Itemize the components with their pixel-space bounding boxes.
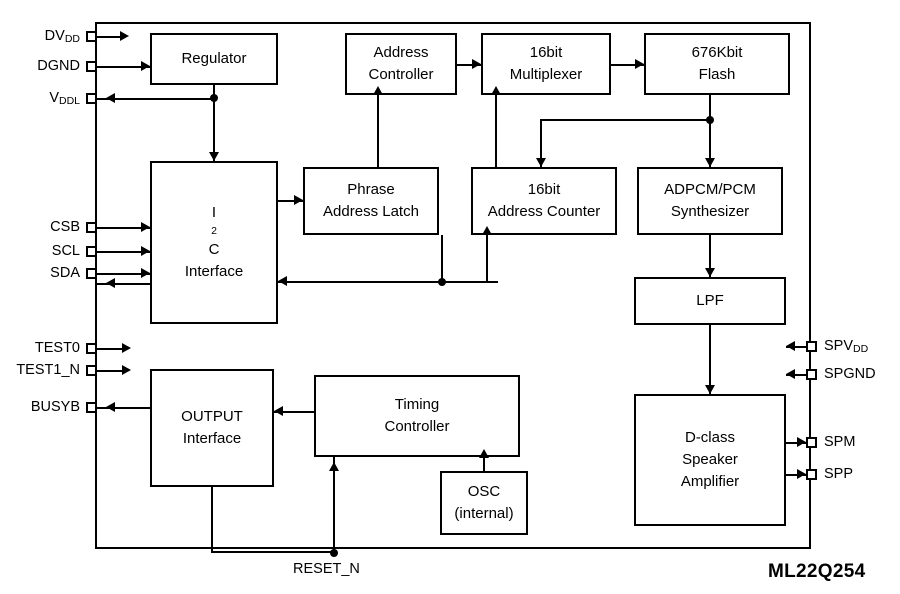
arrow-sda-return xyxy=(106,278,115,288)
block-osc-line1: OSC xyxy=(467,483,501,501)
block-address-counter-line2: Address Counter xyxy=(487,203,601,220)
pin-dvdd[interactable] xyxy=(86,31,97,42)
block-address-controller-line1: Address xyxy=(373,44,429,62)
pin-label-spm: SPM xyxy=(824,434,856,450)
arrow-synth-to-lpf xyxy=(705,268,715,277)
pin-vddl[interactable] xyxy=(86,93,97,104)
arrow-scl xyxy=(141,246,150,256)
pin-label-csb: CSB xyxy=(50,219,80,235)
pin-spp[interactable] xyxy=(806,469,817,480)
pin-spm[interactable] xyxy=(806,437,817,448)
block-phrase-latch-line1: Phrase xyxy=(347,181,395,199)
block-synthesizer-line1: ADPCM/PCM xyxy=(664,181,756,199)
block-timing-controller xyxy=(314,375,520,457)
arrow-addrctrl-to-mux xyxy=(472,59,481,69)
pin-test1n[interactable] xyxy=(86,365,97,376)
arrow-spm xyxy=(797,437,806,447)
pin-csb[interactable] xyxy=(86,222,97,233)
pin-busyb[interactable] xyxy=(86,402,97,413)
wire-bottom-bus xyxy=(211,551,335,553)
block-speaker-amplifier xyxy=(634,394,786,526)
pin-spvdd[interactable] xyxy=(806,341,817,352)
block-address-counter xyxy=(471,167,617,235)
arrow-bus-to-i2c xyxy=(278,276,287,286)
arrow-busyb xyxy=(106,402,115,412)
block-address-controller-line2: Controller xyxy=(368,66,434,83)
pin-sda[interactable] xyxy=(86,268,97,279)
arrow-regulator-to-i2c xyxy=(209,152,219,161)
arrow-lpf-to-amp xyxy=(705,385,715,394)
block-synthesizer xyxy=(637,167,783,235)
block-lpf xyxy=(634,277,786,325)
arrow-flash-feedback xyxy=(536,158,546,167)
block-amplifier-line3: Amplifier xyxy=(680,472,740,490)
pin-label-test1n: TEST1_N xyxy=(16,362,80,378)
arrow-mux-to-flash xyxy=(635,59,644,69)
arrow-flash-to-synth xyxy=(705,158,715,167)
wire-osc-to-timing xyxy=(483,457,485,471)
block-multiplexer-line2: Multiplexer xyxy=(509,66,583,83)
block-multiplexer-line1: 16bit xyxy=(529,44,563,62)
pin-dgnd[interactable] xyxy=(86,61,97,72)
block-osc xyxy=(440,471,528,535)
pin-label-dgnd: DGND xyxy=(37,58,80,74)
block-lpf-label: LPF xyxy=(696,292,724,310)
arrow-test0 xyxy=(122,343,131,353)
wire-bus-up-latch xyxy=(441,235,443,282)
arrow-dvdd xyxy=(120,31,129,41)
pin-label-dvdd: DVDD xyxy=(44,28,80,45)
arrow-counter-to-mux xyxy=(491,86,501,95)
arrow-timing-to-output xyxy=(274,406,283,416)
junction-vddl xyxy=(210,94,218,102)
block-amplifier-line1: D-class xyxy=(684,429,735,447)
block-timing-line1: Timing xyxy=(394,396,440,414)
block-amplifier-line2: Speaker xyxy=(682,451,738,469)
wire-reset-vert xyxy=(333,457,335,552)
pin-spgnd[interactable] xyxy=(806,369,817,380)
pin-scl[interactable] xyxy=(86,246,97,257)
wire-counter-to-mux xyxy=(495,95,497,167)
block-i2c-superscript: 2 xyxy=(211,225,217,238)
arrow-latch-to-addrctrl xyxy=(373,86,383,95)
block-output-interface xyxy=(150,369,274,487)
block-i2c-interface xyxy=(150,161,278,324)
arrow-vddl xyxy=(106,93,115,103)
block-osc-line2: (internal) xyxy=(454,505,514,522)
wire-flash-to-synth xyxy=(709,95,711,167)
arrow-reset xyxy=(329,462,339,471)
arrow-sda xyxy=(141,268,150,278)
block-output-line2: Interface xyxy=(182,430,242,447)
arrow-spgnd xyxy=(786,369,795,379)
wire-bus-to-i2c xyxy=(278,281,498,283)
wire-flash-feedback-h xyxy=(540,119,710,121)
pin-label-vddl: VDDL xyxy=(49,90,80,107)
pin-label-sda: SDA xyxy=(50,265,80,281)
block-i2c-line2: Interface xyxy=(184,262,244,280)
arrow-spvdd xyxy=(786,341,795,351)
block-timing-line2: Controller xyxy=(384,418,450,435)
block-flash-line2: Flash xyxy=(698,66,736,83)
block-phrase-address-latch xyxy=(303,167,439,235)
pin-label-reset-n: RESET_N xyxy=(293,561,360,577)
block-i2c-line1: I 2 C xyxy=(208,204,220,259)
arrow-csb xyxy=(141,222,150,232)
pin-test0[interactable] xyxy=(86,343,97,354)
wire-latch-to-addrctrl xyxy=(377,95,379,167)
wire-bus-up-counter xyxy=(486,235,488,282)
block-address-controller xyxy=(345,33,457,95)
block-flash-line1: 676Kbit xyxy=(691,44,743,62)
arrow-osc-to-timing xyxy=(479,449,489,458)
pin-label-busyb: BUSYB xyxy=(30,399,80,415)
arrow-test1n xyxy=(122,365,131,375)
arrow-dgnd xyxy=(141,61,150,71)
block-flash xyxy=(644,33,790,95)
pin-label-spp: SPP xyxy=(824,466,854,482)
block-regulator xyxy=(150,33,278,85)
arrow-bus-up-counter xyxy=(482,226,492,235)
block-address-counter-line1: 16bit xyxy=(527,181,561,199)
wire-busyb xyxy=(97,407,150,409)
pin-label-scl: SCL xyxy=(51,243,80,259)
arrow-i2c-to-latch xyxy=(294,195,303,205)
arrow-spp xyxy=(797,469,806,479)
part-number: ML22Q254 xyxy=(768,561,866,582)
pin-label-spgnd: SPGND xyxy=(824,366,876,382)
wire-lpf-to-amp xyxy=(709,325,711,394)
block-phrase-latch-line2: Address Latch xyxy=(323,203,419,220)
wire-sda-return xyxy=(97,283,150,285)
pin-label-test0: TEST0 xyxy=(34,340,80,356)
block-synthesizer-line2: Synthesizer xyxy=(670,203,750,220)
block-output-line1: OUTPUT xyxy=(181,408,243,426)
block-regulator-label: Regulator xyxy=(181,50,247,68)
pin-label-spvdd: SPVDD xyxy=(824,338,869,355)
wire-output-down xyxy=(211,487,213,552)
